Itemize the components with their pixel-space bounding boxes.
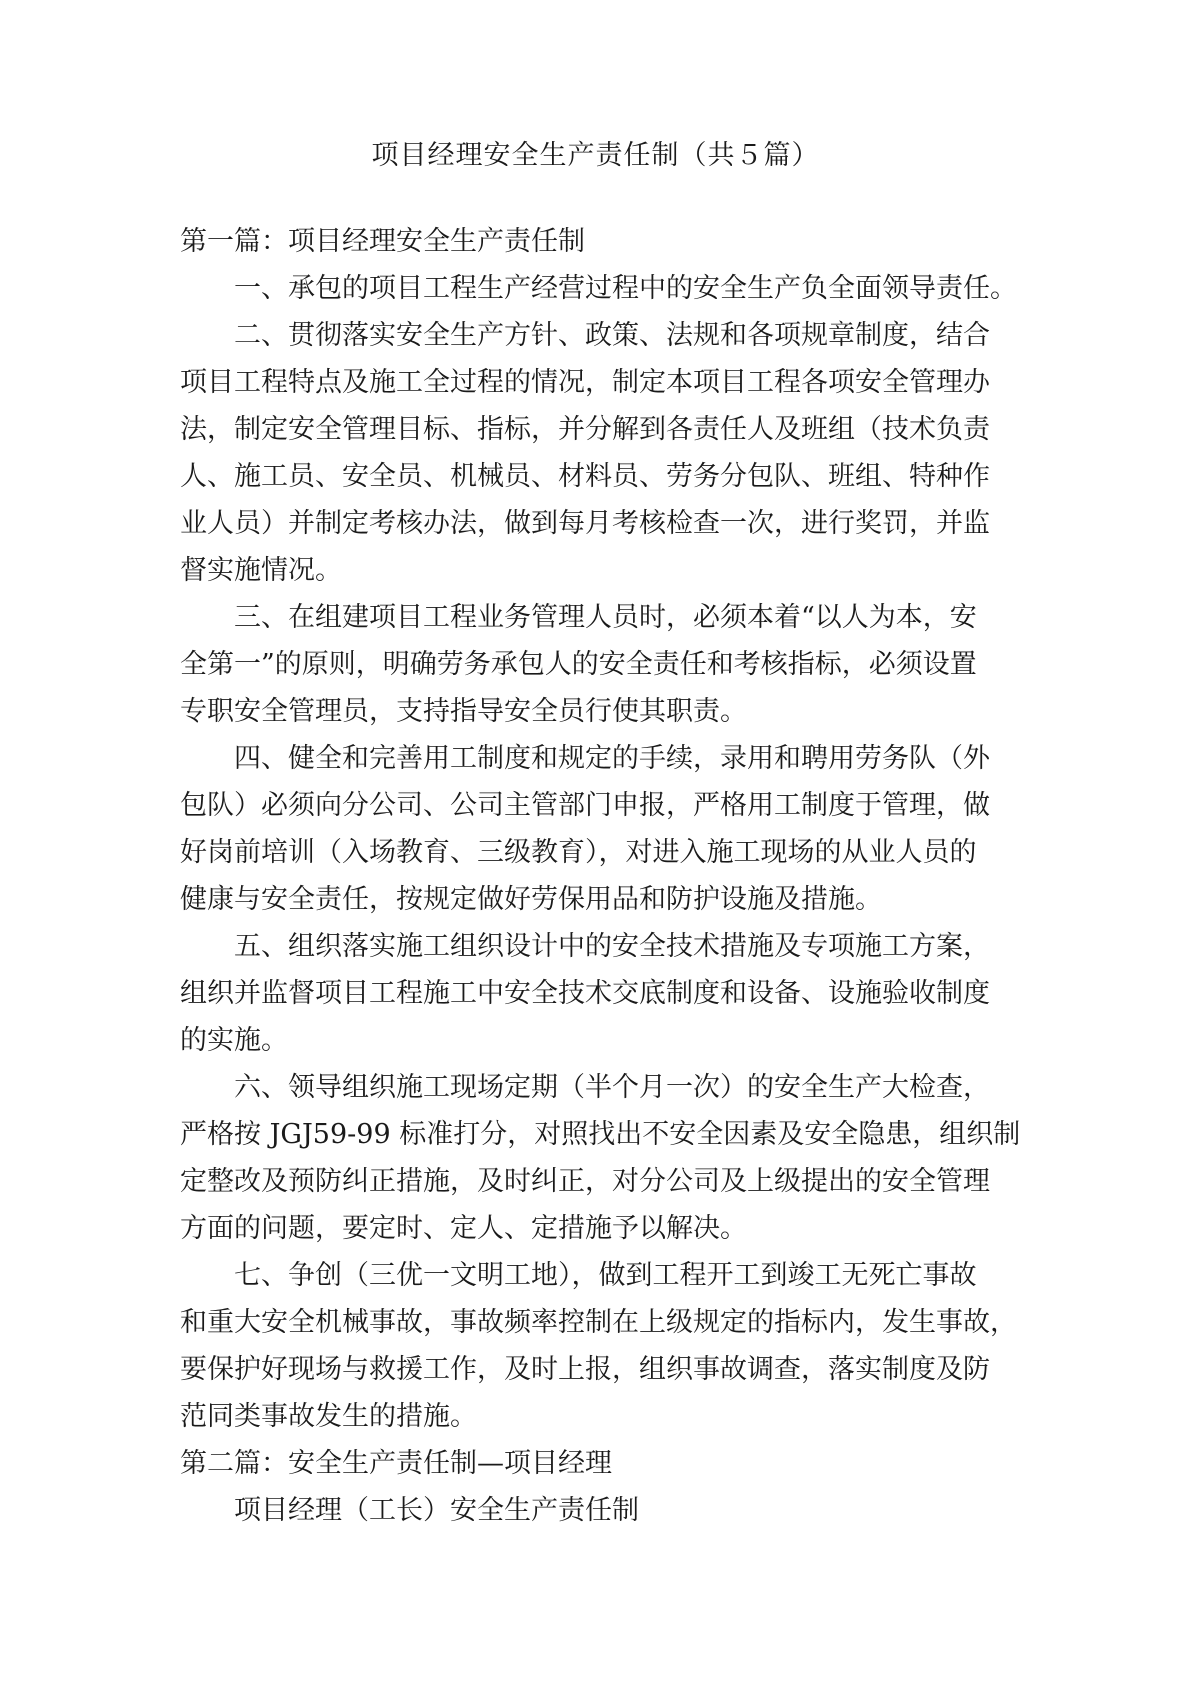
text-line: 一、承包的项目工程生产经营过程中的安全生产负全面领导责任。 [234, 273, 1017, 304]
text-line: 严格按 JGJ59-99 标准打分，对照找出不安全因素及安全隐患，组织制 [180, 1119, 1021, 1150]
text-line: 项目经理（工长）安全生产责任制 [234, 1495, 639, 1526]
text-line: 六、领导组织施工现场定期（半个月一次）的安全生产大检查， [234, 1072, 990, 1103]
text-line: 第二篇：安全生产责任制—项目经理 [180, 1448, 612, 1479]
text-line: 的实施。 [180, 1025, 288, 1056]
text-line: 方面的问题，要定时、定人、定措施予以解决。 [180, 1213, 747, 1244]
text-line: 二、贯彻落实安全生产方针、政策、法规和各项规章制度，结合 [234, 320, 990, 351]
text-line: 包队）必须向分公司、公司主管部门申报，严格用工制度于管理，做 [180, 790, 990, 821]
text-line: 七、争创（三优一文明工地），做到工程开工到竣工无死亡事故 [234, 1260, 977, 1291]
text-line: 定整改及预防纠正措施，及时纠正，对分公司及上级提出的安全管理 [180, 1166, 990, 1197]
document-body [180, 218, 1020, 1534]
text-line: 要保护好现场与救援工作，及时上报，组织事故调查，落实制度及防 [180, 1354, 990, 1385]
text-line: 督实施情况。 [180, 555, 342, 586]
text-line: 健康与安全责任，按规定做好劳保用品和防护设施及措施。 [180, 884, 882, 915]
text-line: 全第一”的原则，明确劳务承包人的安全责任和考核指标，必须设置 [180, 649, 977, 680]
text-line: 五、组织落实施工组织设计中的安全技术措施及专项施工方案， [234, 931, 990, 962]
text-line: 项目工程特点及施工全过程的情况，制定本项目工程各项安全管理办 [180, 367, 990, 398]
text-line: 第一篇：项目经理安全生产责任制 [180, 226, 585, 257]
document-title: 项目经理安全生产责任制（共５篇） [371, 140, 820, 171]
text-line: 好岗前培训（入场教育、三级教育），对进入施工现场的从业人员的 [180, 837, 977, 868]
text-line: 法，制定安全管理目标、指标，并分解到各责任人及班组（技术负责 [180, 414, 990, 445]
text-line: 人、施工员、安全员、机械员、材料员、劳务分包队、班组、特种作 [180, 461, 990, 492]
text-line: 组织并监督项目工程施工中安全技术交底制度和设备、设施验收制度 [180, 978, 990, 1009]
text-line: 专职安全管理员，支持指导安全员行使其职责。 [180, 696, 747, 727]
text-line: 范同类事故发生的措施。 [180, 1401, 477, 1432]
text-line: 三、在组建项目工程业务管理人员时，必须本着“以人为本，安 [234, 602, 977, 633]
text-line: 四、健全和完善用工制度和规定的手续，录用和聘用劳务队（外 [234, 743, 990, 774]
text-line: 和重大安全机械事故，事故频率控制在上级规定的指标内，发生事故， [180, 1307, 1017, 1338]
text-line: 业人员）并制定考核办法，做到每月考核检查一次，进行奖罚，并监 [180, 508, 990, 539]
